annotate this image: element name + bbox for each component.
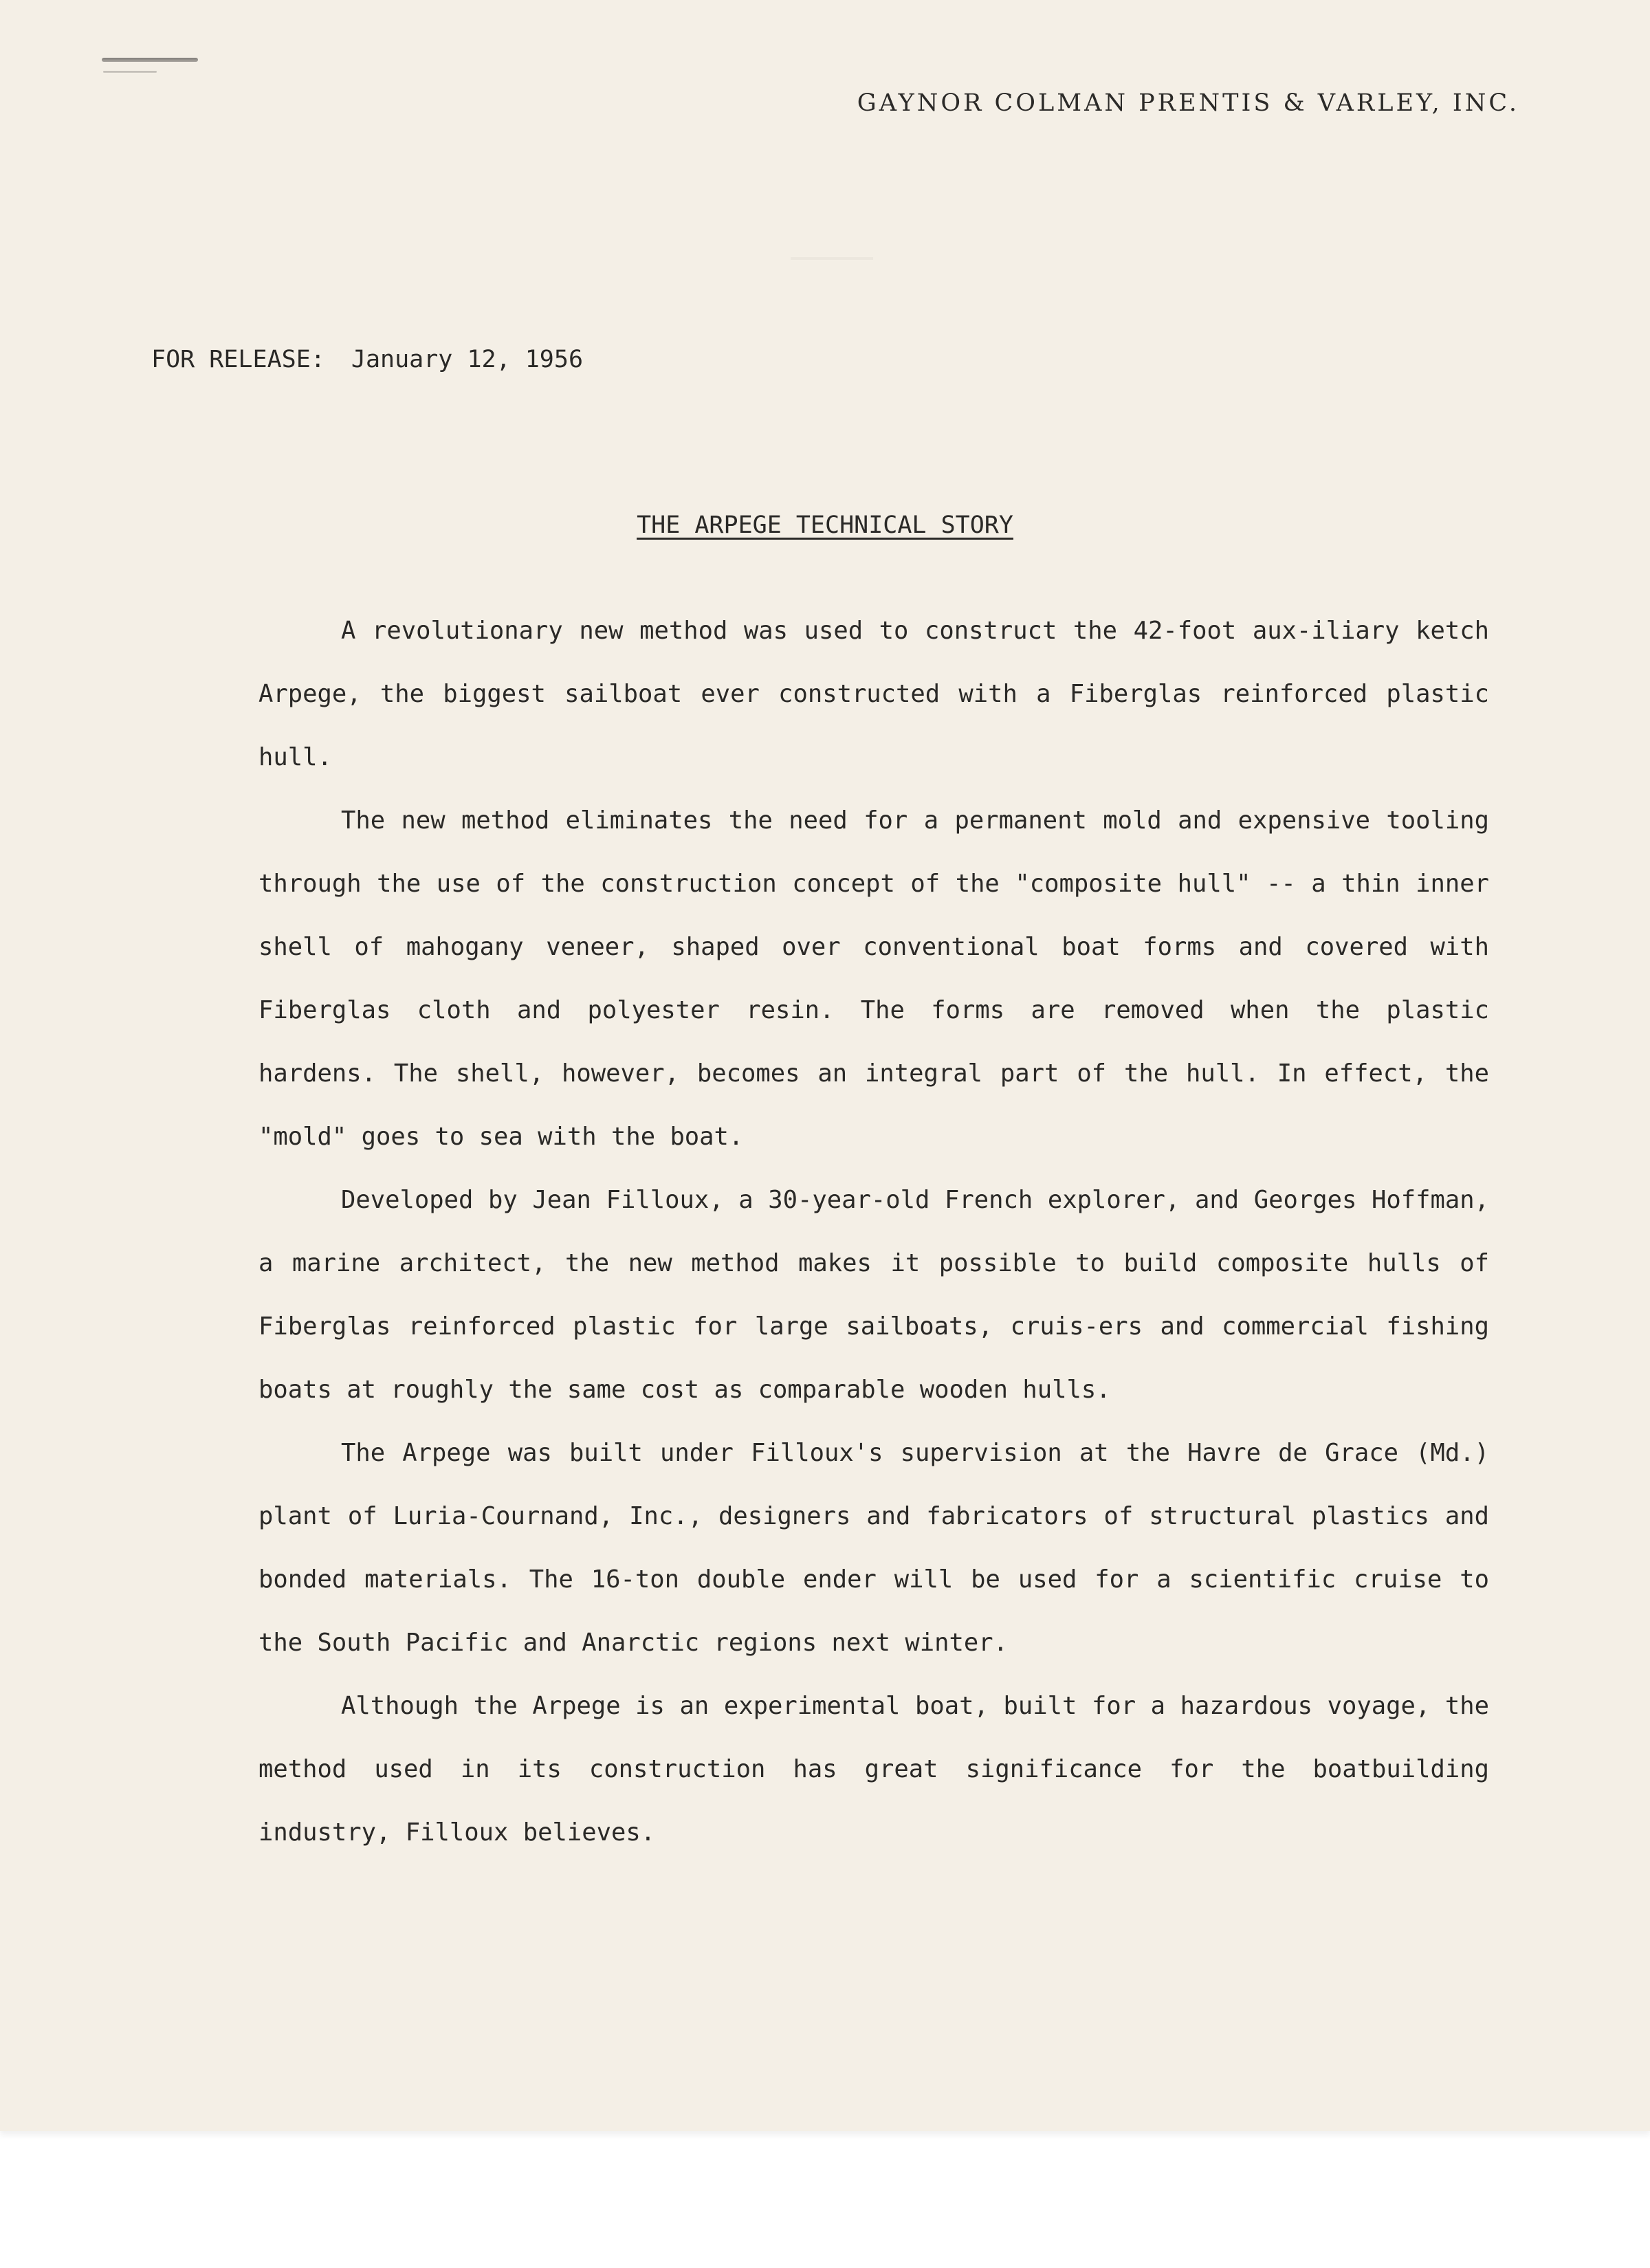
paragraph: Developed by Jean Filloux, a 30-year-old French explorer, and Georges Hoffman, a marine architect, the new method makes it possible to build composite hulls of Fiberglas reinforced plastic for large sailboats, cruis-ers and commercial fishing boats at roughly the same cost as comparable wooden hulls. — [258, 1186, 1489, 1404]
bleed-through-mark — [791, 257, 873, 260]
paragraph: Although the Arpege is an experimental boat, built for a hazardous voyage, the method used in its construction has great significance for the boatbuilding industry, Filloux believes. — [258, 1692, 1489, 1847]
release-label: FOR RELEASE: — [151, 346, 325, 373]
paragraph: The new method eliminates the need for a permanent mold and expensive tooling through the use of the construction concept of the "composite hull" -- a thin inner shell of mahogany veneer, shaped over conventional boat forms and covered with Fiberglas cloth and polyester resin. The forms are removed when the plastic hardens. The shell, however, becomes an integral part of the hull. In effect, the "mold" goes to sea with the boat. — [258, 806, 1489, 1151]
paragraph: The Arpege was built under Filloux's supervision at the Havre de Grace (Md.) plant of Luria-Cournand, Inc., designers and fabricators of structural plastics and bonded materials. The 16-ton double ender will be used for a scientific cruise to the South Pacific and Anarctic regions next winter. — [258, 1439, 1489, 1657]
paragraph: A revolutionary new method was used to construct the 42-foot aux-iliary ketch Arpege, the biggest sailboat ever constructed with a Fiberglas reinforced plastic hull. — [258, 617, 1489, 771]
document-title — [0, 511, 1650, 539]
title-text: THE ARPEGE TECHNICAL STORY — [637, 511, 1013, 539]
body-text — [258, 599, 1489, 1864]
release-date: January 12, 1956 — [351, 346, 584, 373]
staple-mark-shadow — [103, 71, 157, 73]
release-line — [151, 346, 583, 373]
staple-mark — [102, 58, 198, 62]
letterhead: GAYNOR COLMAN PRENTIS & VARLEY, INC. — [857, 89, 1519, 117]
